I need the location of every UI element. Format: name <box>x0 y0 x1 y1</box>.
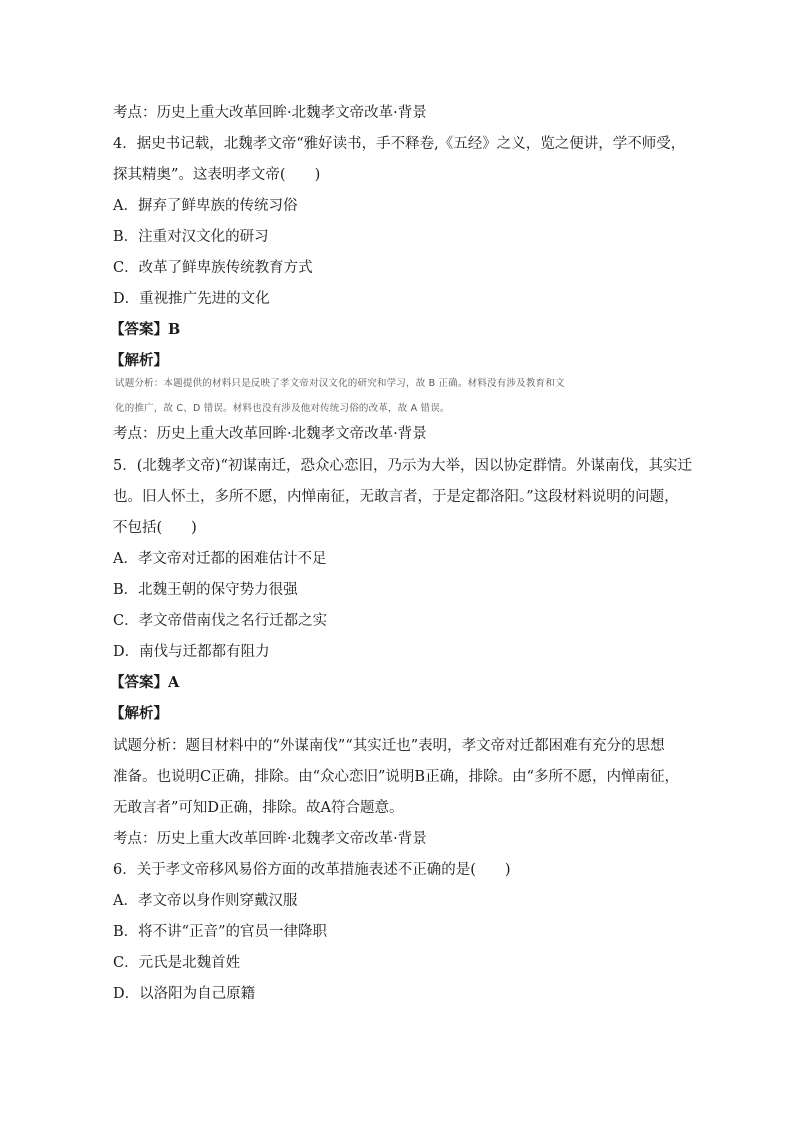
q4-analysis-heading: 【解析】 <box>110 352 168 369</box>
q4-option-b: B．注重对汉文化的研习 <box>113 229 269 245</box>
q6-option-b: B．将不讲“正音”的官员一律降职 <box>113 924 327 940</box>
q6-option-c: C．元氏是北魏首姓 <box>113 955 241 971</box>
q4-stem-line-1: 4．据史书记载，北魏孝文帝“雅好读书，手不释卷,《五经》之义，览之便讲，学不师受， <box>113 136 686 152</box>
q4-answer: 【答案】B <box>110 321 181 338</box>
q4-option-d: D．重视推广先进的文化 <box>113 291 270 307</box>
q4-kaodian: 考点：历史上重大改革回眸·北魏孝文帝改革·背景 <box>113 426 427 442</box>
q5-stem-line-1: 5．(北魏孝文帝)“初谋南迁，恐众心恋旧，乃示为大举，因以协定群情。外谋南伐，其实迁 <box>113 458 692 474</box>
q5-analysis-line-3: 无敢言者”可知D正确，排除。故A符合题意。 <box>113 800 404 816</box>
q5-option-b: B．北魏王朝的保守势力很强 <box>113 582 298 598</box>
q4-option-c: C．改革了鲜卑族传统教育方式 <box>113 260 313 276</box>
q5-option-a: A．孝文帝对迁都的困难估计不足 <box>113 551 327 567</box>
q4-analysis-line-1: 试题分析：本题提供的材料只是反映了孝文帝对汉文化的研究和学习，故 B 正确。材料没有涉及教育和文 <box>115 378 565 389</box>
q4-analysis-line-2: 化的推广，故 C、D 错误。材料也没有涉及他对传统习俗的改革，故 A 错误。 <box>115 403 450 414</box>
q5-analysis-line-1: 试题分析：题目材料中的“外谋南伐”“其实迁也”表明，孝文帝对迁都困难有充分的思想 <box>113 738 665 754</box>
q5-answer: 【答案】A <box>110 674 180 691</box>
q5-kaodian: 考点：历史上重大改革回眸·北魏孝文帝改革·背景 <box>113 831 427 847</box>
q5-option-d: D．南伐与迁都都有阻力 <box>113 644 270 660</box>
q5-stem-line-3: 不包括( ) <box>113 520 197 536</box>
q6-option-d: D．以洛阳为自己原籍 <box>113 986 256 1002</box>
q6-stem: 6．关于孝文帝移风易俗方面的改革措施表述不正确的是( ) <box>113 862 511 878</box>
q5-analysis-line-2: 准备。也说明C正确，排除。由“众心恋旧”说明B正确，排除。由“多所不愿，内惮南征， <box>113 769 679 785</box>
q5-stem-line-2: 也。旧人怀土，多所不愿，内惮南征，无敢言者，于是定都洛阳。”这段材料说明的问题， <box>113 489 679 505</box>
q3-kaodian: 考点：历史上重大改革回眸·北魏孝文帝改革·背景 <box>113 105 427 121</box>
q5-option-c: C．孝文帝借南伐之名行迁都之实 <box>113 613 328 629</box>
q4-option-a: A．摒弃了鲜卑族的传统习俗 <box>113 198 298 214</box>
q6-option-a: A．孝文帝以身作则穿戴汉服 <box>113 893 298 909</box>
q5-analysis-heading: 【解析】 <box>110 705 168 722</box>
q4-stem-line-2: 探其精奥”。这表明孝文帝( ) <box>113 167 321 183</box>
